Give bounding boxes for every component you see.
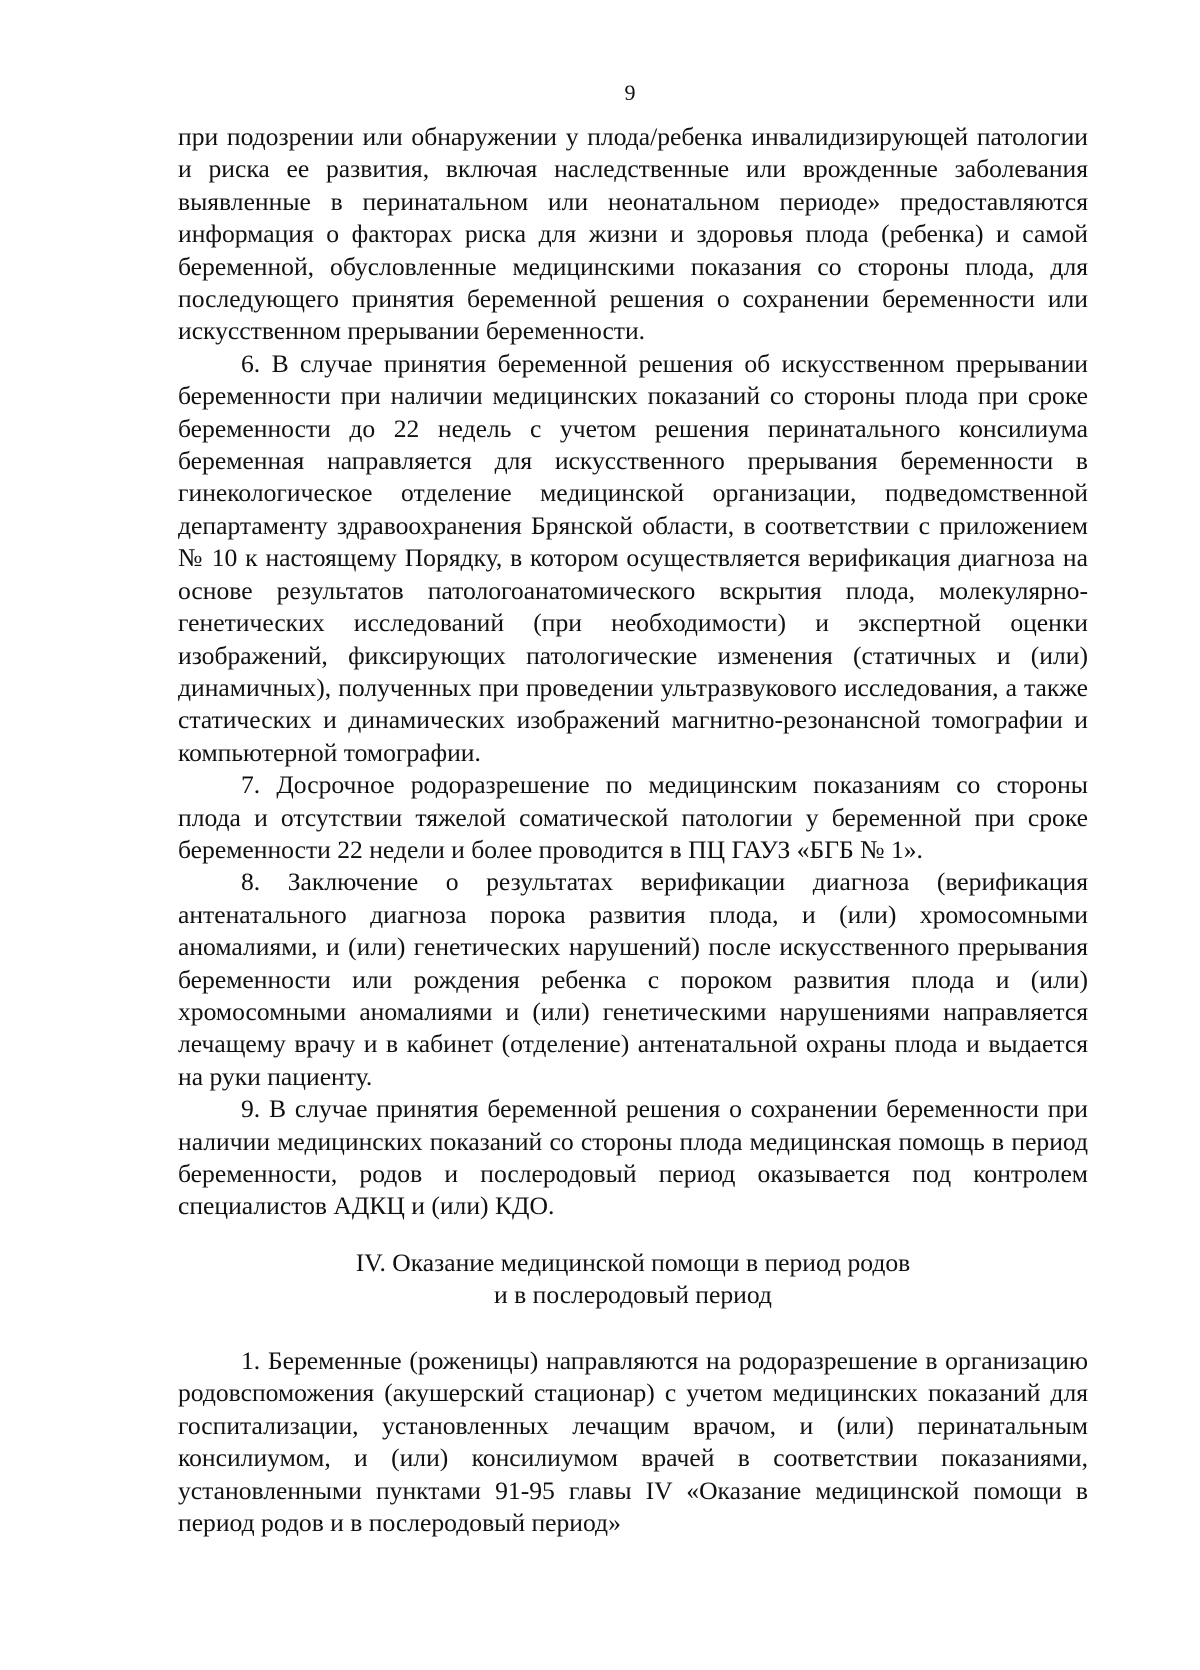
bottom-text-block: [178, 1345, 1088, 1539]
paragraph-6: 6. В случае принятия беременной решения об искусственном прерывании беременности при наличии медицинских показаний со стороны плода при сроке беременности до 22 недель с учетом решения перинатального консилиума беременная направляется для искусственного прерывания беременности в гинекологическое отделение медицинской организации, подведомственной департаменту здравоохранения Брянской области, в соответствии с приложением № 10 к настоящему Порядку, в котором осуществляется верификация диагноза на основе результатов патологоанатомического вскрытия плода, молекулярно-генетических исследований (при необходимости) и экспертной оценки изображений, фиксирующих патологические изменения (статичных и (или) динамичных), полученных при проведении ультразвукового исследования, а также статических и динамических изображений магнитно-резонансной томографии и компьютерной томографии.: [178, 348, 1088, 767]
section-4-paragraph-1: 1. Беременные (роженицы) направляются на родоразрешение в организацию родовспоможения (акушерский стационар) с учетом медицинских показаний для госпитализации, установленных лечащим врачом, и (или) перинатальным консилиумом, и (или) консилиумом врачей в соответствии показаниями, установленными пунктами 91-95 главы IV «Оказание медицинской помощи в период родов и в послеродовый период»: [178, 1346, 1088, 1538]
section-heading: [178, 1247, 1088, 1312]
top-text-block: [178, 121, 1088, 1223]
paragraph-8: 8. Заключение о результатах верификации диагноза (верификация антенатального диагноза порока развития плода, и (или) хромосомными аномалиями, и (или) генетических нарушений) после искусственного прерывания беременности или рождения ребенка с пороком развития плода и (или) хромосомными аномалиями и (или) генетическими нарушениями направляется лечащему врачу и в кабинет (отделение) антенатальной охраны плода и выдается на руки пациенту.: [178, 867, 1088, 1091]
page-number: 9: [624, 80, 636, 105]
section-heading-line-1: IV. Оказание медицинской помощи в период родов: [355, 1248, 911, 1277]
paragraph-7: 7. Досрочное родоразрешение по медицинским показаниям со стороны плода и отсутствии тяжелой соматической патологии у беременной при сроке беременности 22 недели и более проводится в ПЦ ГАУЗ «БГБ № 1».: [178, 770, 1088, 864]
section-heading-line-2: и в послеродовый период: [494, 1280, 772, 1310]
paragraph-continued: при подозрении или обнаружении у плода/ребенка инвалидизирующей патологии и риска ее развития, включая наследственные или врожденные заболевания выявленные в перинатальном или неонатальном периоде» предоставляются информация о факторах риска для жизни и здоровья плода (ребенка) и самой беременной, обусловленные медицинскими показания со стороны плода, для последующего принятия беременной решения о сохранении беременности или искусственном прерывании беременности.: [178, 122, 1088, 346]
paragraph-9: 9. В случае принятия беременной решения о сохранении беременности при наличии медицинских показаний со стороны плода медицинская помощь в период беременности, родов и послеродовый период оказывается под контролем специалистов АДКЦ и (или) КДО.: [178, 1094, 1088, 1221]
